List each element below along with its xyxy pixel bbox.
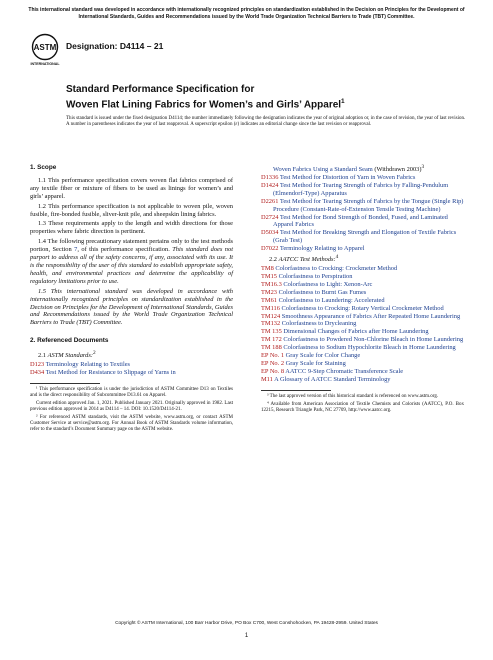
- designation: Designation: D4114 – 21: [66, 41, 164, 51]
- reference-code-link[interactable]: M11: [261, 375, 273, 383]
- reference-title-link[interactable]: Gray Scale for Color Change: [285, 352, 361, 360]
- astm-reference-item: [261, 174, 464, 182]
- astm-label-text: ASTM Standards:: [47, 352, 93, 360]
- reference-title-link[interactable]: Colorfastness to Perspiration: [278, 273, 353, 281]
- d434-withdrawn-note: (Withdrawn 2003): [372, 166, 422, 174]
- reference-code-link[interactable]: TM8: [261, 265, 274, 273]
- aatcc-reference-item: [261, 297, 464, 305]
- title-line-2-text: Woven Flat Lining Fabrics for Women’s and Girls’ Apparel: [66, 99, 342, 111]
- section-7-link[interactable]: 7: [74, 246, 78, 254]
- reference-code-link[interactable]: D434: [30, 369, 45, 377]
- aatcc-reference-list: [261, 265, 464, 384]
- aatcc-reference-item: [261, 368, 464, 376]
- reference-title-link[interactable]: Terminology Relating to Apparel: [279, 245, 365, 253]
- aatcc-reference-item: [261, 305, 464, 313]
- reference-code-link[interactable]: D1424: [261, 181, 279, 189]
- reference-code-link[interactable]: TM 188: [261, 344, 282, 352]
- reference-title-link[interactable]: Smoothness Appearance of Fabrics After Repeated Home Laundering: [281, 312, 461, 320]
- reference-title-link[interactable]: Test Method for Bond Strength of Bonded, Fused, and Laminated Apparel Fabrics: [273, 213, 448, 229]
- reference-title-link[interactable]: Test Method for Distortion of Yarn in Woven Fabrics: [279, 174, 416, 182]
- reference-code-link[interactable]: EP No. 2: [261, 360, 285, 367]
- scope-1-5: 1.5 This international standard was developed in accordance with internationally recognized principles on standardization established in the Decision on Principles for the Development of International Standards, Guides and Recommendations issued by the World Trade Organization Technical Barriers to Trade (TBT) Committee.: [30, 287, 233, 327]
- reference-title-link[interactable]: Colorfastness to Burnt Gas Fumes: [278, 288, 367, 296]
- aatcc-reference-item: [261, 320, 464, 328]
- astm-label-sup: 2: [92, 350, 96, 357]
- reference-code-link[interactable]: TM61: [261, 296, 277, 304]
- copyright-footer: Copyright © ASTM International, 100 Barr Harbor Drive, PO Box C700, West Conshohocken, PA 19428-2959. United States: [115, 621, 378, 626]
- footnote: ¹ This performance specification is under the jurisdiction of ASTM Committee D13 on Textiles and is the direct responsibility of Subcommittee D13.61 on Apparel.: [30, 386, 233, 398]
- astm-reference-item: [261, 229, 464, 245]
- astm-reference-item: [261, 182, 464, 198]
- left-reference-list: [30, 361, 233, 377]
- aatcc-reference-item: [261, 328, 464, 336]
- standard-issue-note: This standard is issued under the fixed designation D4114; the number immediately following the designation indicates the year of original adoption or, in the case of revision, the year of last revision. A number in parentheses indicates the year of last reapproval. A superscript epsilon (ε) indicates an editorial change since the last revision or reapproval.: [66, 116, 466, 128]
- d434-continuation-title[interactable]: Woven Fabrics Using a Standard Seam: [273, 166, 373, 174]
- astm-standards-label: [30, 350, 233, 360]
- aatcc-reference-item: [261, 313, 464, 321]
- aatcc-reference-item: [261, 289, 464, 297]
- reference-title-link[interactable]: Colorfastness to Sodium Hypochlorite Bleach in Home Laundering: [283, 344, 456, 352]
- reference-code-link[interactable]: D5034: [261, 229, 279, 237]
- international-standard-notice: This international standard was developed in accordance with internationally recognized principles on standardization established in the Decision on Principles for the Development of International Standards, Guides and Recommendations issued by the World Trade Organization Technical Barriers to Trade (TBT) Committee.: [28, 7, 465, 20]
- aatcc-test-methods-label: [261, 254, 464, 264]
- reference-title-link[interactable]: Test Method for Breaking Strength and Elongation of Textile Fabrics (Grab Test): [273, 229, 457, 245]
- reference-code-link[interactable]: EP No. 1: [261, 352, 285, 360]
- scope-1-3: 1.3 These requirements apply to the length and width directions for those properties where fabric direction is pertinent.: [30, 220, 233, 236]
- scope-1-2: 1.2 This performance specification is not applicable to woven pile, woven fusible, fire-bonded fusible, sliver-knit pile, and sheepskin lining fabrics.: [30, 202, 233, 218]
- aatcc-reference-item: [261, 273, 464, 281]
- left-footnotes: [30, 387, 233, 433]
- reference-code-link[interactable]: TM23: [261, 288, 277, 296]
- svg-text:ASTM: ASTM: [33, 43, 57, 52]
- footnote-divider-right: [261, 390, 331, 391]
- reference-code-link[interactable]: TM132: [261, 320, 281, 328]
- reference-title-link[interactable]: Colorfastness to Laundering: Accelerated: [278, 296, 385, 304]
- footnote: ⁴ Available from American Association of Textile Chemists and Colorists (AATCC), P.O. Box 12215, Research Triangle Park, NC 27709, http://www.aatcc.org.: [261, 401, 464, 413]
- reference-title-link[interactable]: AATCC 9-Step Chromatic Transference Scale: [285, 367, 404, 375]
- astm-reference-list: [261, 174, 464, 253]
- astm-label-num: 2.1: [38, 352, 48, 360]
- aatcc-reference-item: [261, 336, 464, 344]
- reference-title-link[interactable]: Test Method for Tearing Strength of Fabrics by the Tongue (Single Rip) Procedure (Constant-Rate-of-Extension Tensile Testing Machine): [273, 197, 464, 213]
- scope-heading: 1. Scope: [30, 164, 57, 171]
- astm-reference-item: [30, 369, 233, 377]
- footnote-divider: [30, 383, 100, 384]
- left-column: [30, 164, 233, 435]
- scope-1-4-safety-statement: This standard does not purport to address all of the safety concerns, if any, associated with its use. It is the responsibility of the user of this standard to establish appropriate safety, health, and environmental practices and determine the applicability of regulatory limitations prior to use.: [30, 246, 233, 285]
- d434-continuation: [261, 164, 464, 174]
- reference-code-link[interactable]: TM 172: [261, 336, 282, 344]
- reference-title-link[interactable]: Terminology Relating to Textiles: [45, 361, 131, 369]
- reference-code-link[interactable]: TM116: [261, 304, 280, 312]
- aatcc-reference-item: [261, 352, 464, 360]
- reference-code-link[interactable]: TM16.3: [261, 280, 282, 288]
- reference-title-link[interactable]: Colorfastness to Crocking: Crockmeter Method: [275, 265, 398, 273]
- d434-footnote-mark: 3: [421, 164, 425, 170]
- title-footnote-mark: 1: [341, 98, 345, 105]
- footnote: Current edition approved Jan. 1, 2021. Published January 2021. Originally approved in 1982. Last previous edition approved in 2014 as D4114 – 14. DOI: 10.1520/D4114-21.: [30, 400, 233, 412]
- aatcc-reference-item: [261, 265, 464, 273]
- reference-code-link[interactable]: D2724: [261, 213, 279, 221]
- footnote: ³ The last approved version of this historical standard is referenced on www.astm.org.: [267, 393, 439, 399]
- referenced-documents-heading: 2. Referenced Documents: [30, 337, 109, 345]
- aatcc-reference-item: [261, 376, 464, 384]
- reference-code-link[interactable]: TM124: [261, 312, 281, 320]
- right-column: [261, 164, 464, 416]
- reference-title-link[interactable]: Colorfastness to Drycleaning: [281, 320, 357, 328]
- scope-1-4: [30, 238, 233, 285]
- reference-code-link[interactable]: D7022: [261, 245, 279, 253]
- aatcc-reference-item: [261, 344, 464, 352]
- reference-title-link[interactable]: Colorfastness to Powdered Non-Chlorine Bleach in Home Laundering: [283, 336, 464, 344]
- astm-reference-item: [261, 245, 464, 253]
- astm-logo-icon: [30, 33, 60, 67]
- reference-code-link[interactable]: D2261: [261, 197, 279, 205]
- aatcc-label-sup: 4: [335, 254, 339, 261]
- document-title: [66, 84, 345, 111]
- right-footnotes: [261, 394, 464, 414]
- reference-title-link[interactable]: Test Method for Resistance to Slippage of Yarns in: [45, 369, 176, 377]
- aatcc-label-num: 2.2: [269, 256, 279, 264]
- scope-1-4-text-a: 1.4 The following precautionary statement pertains only to the test methods portion, Section: [30, 238, 233, 254]
- reference-title-link[interactable]: Colorfastness to Light: Xenon-Arc: [283, 280, 373, 288]
- reference-code-link[interactable]: TM 135: [261, 328, 282, 336]
- logo-text: INTERNATIONAL: [30, 62, 60, 66]
- reference-code-link[interactable]: D123: [30, 361, 45, 369]
- aatcc-reference-item: [261, 281, 464, 289]
- astm-reference-item: [30, 361, 233, 369]
- aatcc-reference-item: [261, 360, 464, 368]
- reference-title-link[interactable]: Test Method for Tearing Strength of Fabrics by Falling-Pendulum (Elmendorf-Type) Apparatus: [273, 181, 449, 197]
- scope-1-1: 1.1 This performance specification covers woven flat fabrics comprised of any textile fiber or mixture of fibers to be used as linings for women’s and girls’ apparel.: [30, 176, 233, 200]
- reference-code-link[interactable]: D1336: [261, 174, 279, 182]
- reference-code-link[interactable]: TM15: [261, 273, 277, 281]
- reference-title-link[interactable]: Colorfastness to Crocking: Rotary Vertical Crockmeter Method: [281, 304, 444, 312]
- footnote: ² For referenced ASTM standards, visit the ASTM website, www.astm.org, or contact ASTM Customer Service at service@astm.org. For Annual Book of ASTM Standards volume information, refer to the standard’s Document Summary page on the ASTM website.: [30, 414, 233, 432]
- astm-reference-item: [261, 198, 464, 214]
- title-line-1: Standard Performance Specification for: [66, 84, 255, 95]
- reference-title-link[interactable]: A Glossary of AATCC Standard Terminology: [274, 375, 391, 383]
- reference-code-link[interactable]: EP No. 8: [261, 367, 285, 375]
- astm-reference-item: [261, 214, 464, 230]
- aatcc-label-text: AATCC Test Methods:: [278, 256, 336, 264]
- reference-title-link[interactable]: Dimensional Changes of Fabrics after Home Laundering: [283, 328, 429, 336]
- title-line-2: [66, 96, 345, 111]
- page-number: 1: [244, 633, 249, 639]
- reference-title-link[interactable]: Gray Scale for Staining: [285, 360, 346, 367]
- scope-1-4-text-b: , of this performance specification.: [77, 246, 173, 254]
